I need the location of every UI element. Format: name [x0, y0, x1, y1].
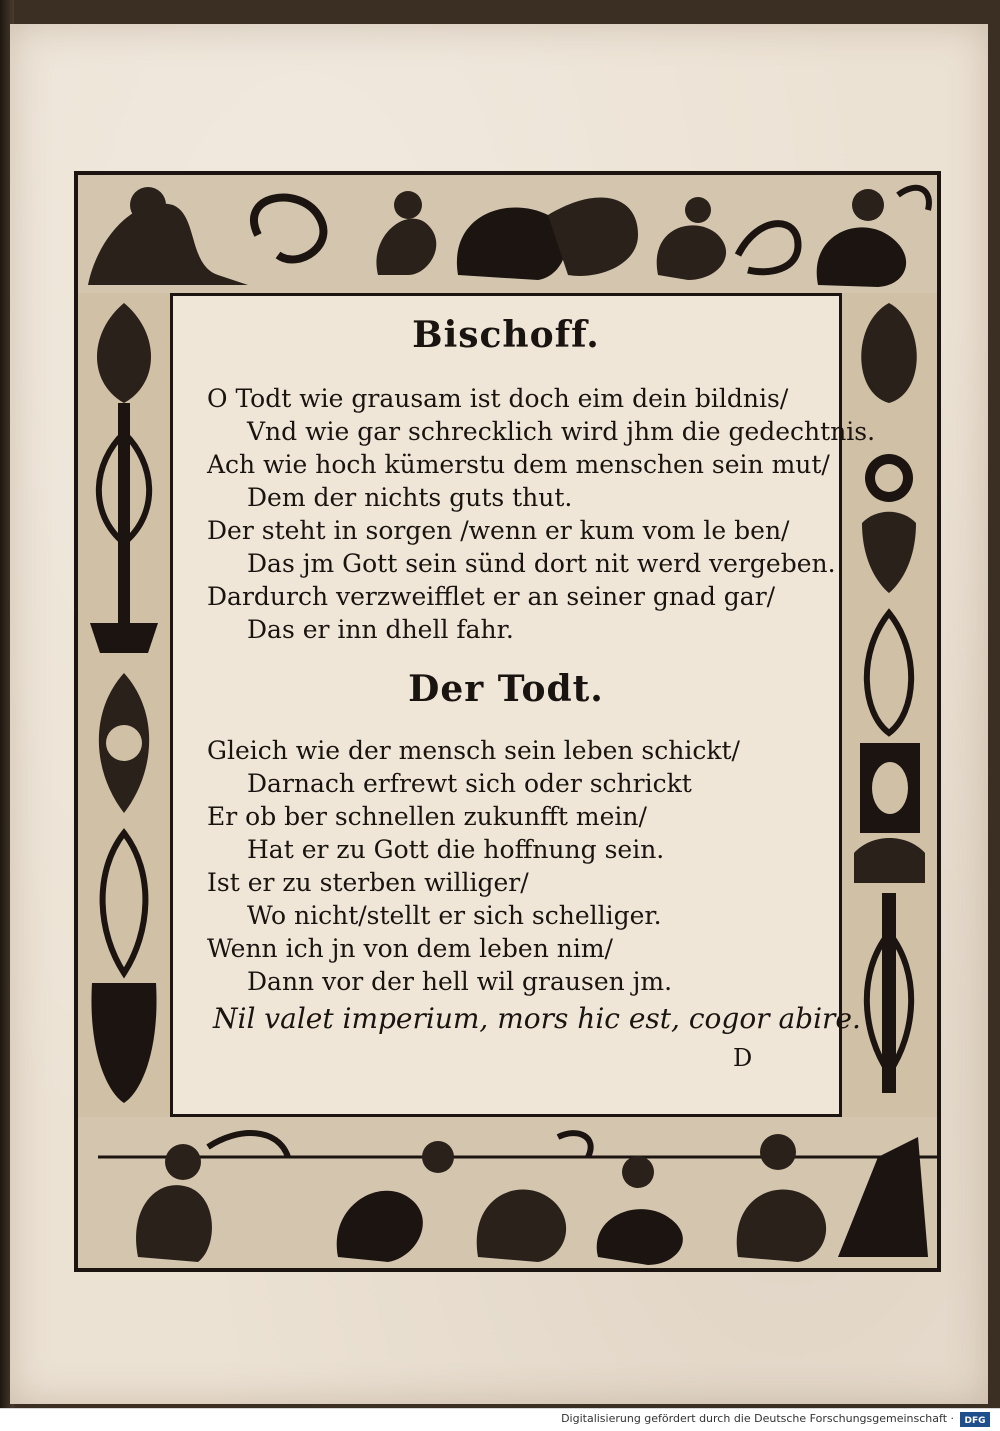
dfg-logo-text: DFG: [964, 1416, 986, 1426]
verse-line: Ist er zu sterben williger/: [207, 868, 529, 897]
footer-credit: Digitalisierung gefördert durch die Deutsche Forschungsgemeinschaft ·: [561, 1412, 954, 1425]
verse-line: Darnach erfrewt sich oder schrickt: [247, 769, 692, 798]
heading-bischoff: Bischoff.: [412, 314, 600, 356]
verse-line: Er ob ber schnellen zukunfft mein/: [207, 802, 647, 831]
verse-line: Dem der nichts guts thut.: [247, 483, 573, 512]
verse-line: Dann vor der hell wil grausen jm.: [247, 967, 673, 996]
verse-line: Das jm Gott sein sünd dort nit werd vergeben.: [247, 549, 836, 578]
signature-mark: D: [733, 1044, 753, 1072]
top-border-icon: [78, 175, 937, 293]
verse-line: Das er inn dhell fahr.: [247, 615, 514, 644]
heading-section-2: [173, 668, 839, 710]
woodcut-frame: [74, 171, 941, 1272]
verse-line: Dardurch verzweifflet er an seiner gnad gar/: [207, 582, 776, 611]
verse-line: O Todt wie grausam ist doch eim dein bildnis/: [207, 384, 789, 413]
stanza-bischoff: [207, 382, 876, 646]
verse-line: Gleich wie der mensch sein leben schickt/: [207, 736, 740, 765]
heading-section-1: [173, 314, 839, 356]
book-page: [10, 24, 988, 1404]
verse-line: Vnd wie gar schrecklich wird jhm die gedechtnis.: [247, 417, 876, 446]
left-border-icon: [78, 293, 170, 1117]
heading-der-todt: Der Todt.: [408, 668, 604, 710]
bottom-border-icon: [78, 1117, 937, 1268]
digitization-footer: [0, 1408, 1000, 1431]
stanza-der-todt: [207, 734, 873, 998]
verse-line: Wenn ich jn von dem leben nim/: [207, 934, 613, 963]
verse-line: Hat er zu Gott die hoffnung sein.: [247, 835, 665, 864]
verse-line: Der steht in sorgen /wenn er kum vom le ben/: [207, 516, 790, 545]
verse-line: Wo nicht/stellt er sich schelliger.: [247, 901, 662, 930]
latin-motto: Nil valet imperium, mors hic est, cogor abire.: [213, 1002, 861, 1035]
text-panel: [170, 293, 876, 1117]
dfg-logo-icon: [960, 1412, 990, 1427]
verse-line: Ach wie hoch kümerstu dem menschen sein mut/: [207, 450, 830, 479]
